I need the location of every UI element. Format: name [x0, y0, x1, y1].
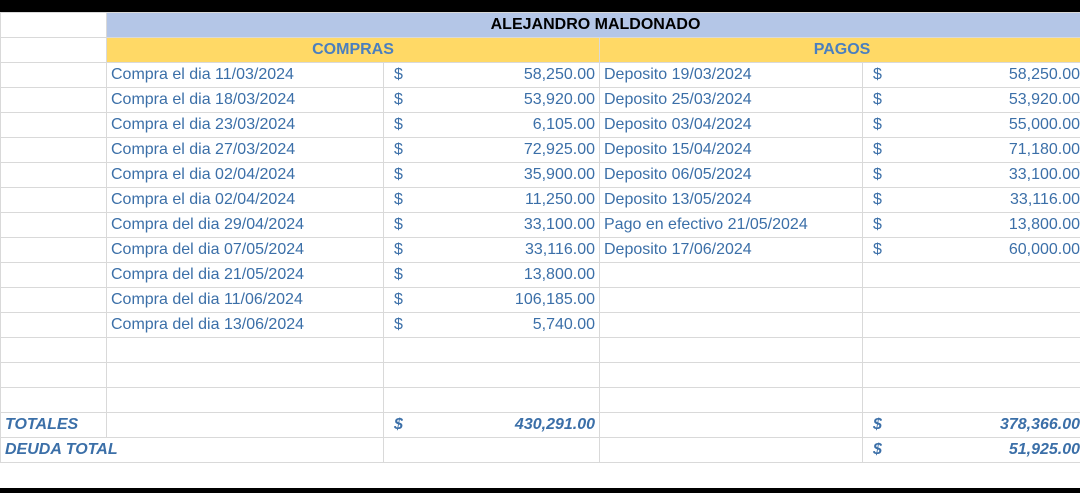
- currency-symbol: $: [873, 441, 882, 458]
- pago-amount[interactable]: [863, 188, 1080, 213]
- empty-cell[interactable]: [107, 388, 384, 413]
- pago-amount[interactable]: [863, 63, 1080, 88]
- currency-symbol: $: [394, 216, 403, 233]
- compra-description[interactable]: Compra del dia 13/06/2024: [107, 313, 384, 338]
- totales-label[interactable]: TOTALES: [1, 413, 107, 438]
- empty-cell[interactable]: [107, 338, 384, 363]
- compra-amount[interactable]: [384, 163, 600, 188]
- pago-description[interactable]: Deposito 03/04/2024: [600, 113, 863, 138]
- currency-symbol: $: [873, 66, 882, 83]
- amount-value: 60,000.00: [1008, 241, 1080, 258]
- currency-symbol: $: [394, 316, 403, 333]
- amount-value: 58,250.00: [523, 66, 595, 83]
- compra-amount[interactable]: [384, 88, 600, 113]
- table-row: [1, 188, 1080, 213]
- compra-amount[interactable]: [384, 238, 600, 263]
- currency-symbol: $: [394, 291, 403, 308]
- cell[interactable]: [1, 113, 107, 138]
- amount-value: 55,000.00: [1008, 116, 1080, 133]
- spreadsheet: [0, 12, 1080, 488]
- amount-value: 53,920.00: [1008, 91, 1080, 108]
- compra-amount[interactable]: [384, 313, 600, 338]
- cell[interactable]: [384, 438, 600, 463]
- pago-description[interactable]: Deposito 13/05/2024: [600, 188, 863, 213]
- currency-symbol: $: [394, 91, 403, 108]
- compra-description[interactable]: Compra del dia 07/05/2024: [107, 238, 384, 263]
- pago-amount[interactable]: [863, 163, 1080, 188]
- currency-symbol: $: [394, 116, 403, 133]
- amount-value: 72,925.00: [523, 141, 595, 158]
- table-row: [1, 63, 1080, 88]
- table-row: [1, 238, 1080, 263]
- currency-symbol: $: [394, 166, 403, 183]
- compra-amount[interactable]: [384, 113, 600, 138]
- empty-cell[interactable]: [600, 363, 863, 388]
- amount-value: 33,100.00: [523, 216, 595, 233]
- currency-symbol: $: [394, 141, 403, 158]
- currency-symbol: $: [873, 416, 882, 433]
- pagos-header[interactable]: PAGOS: [600, 38, 1080, 63]
- amount-value: 33,116.00: [525, 241, 595, 258]
- pago-amount[interactable]: [863, 138, 1080, 163]
- empty-cell[interactable]: [600, 288, 863, 313]
- compra-description[interactable]: Compra el dia 11/03/2024: [107, 63, 384, 88]
- amount-value: 53,920.00: [523, 91, 595, 108]
- currency-symbol: $: [394, 416, 403, 433]
- empty-cell[interactable]: [863, 313, 1080, 338]
- empty-cell[interactable]: [600, 313, 863, 338]
- table-row: [1, 213, 1080, 238]
- amount-value: 33,116.00: [1010, 191, 1080, 208]
- amount-value: 378,366.00: [999, 416, 1080, 433]
- currency-symbol: $: [873, 191, 882, 208]
- cell[interactable]: [1, 388, 107, 413]
- title-row: [1, 13, 1080, 38]
- table-row: [1, 263, 1080, 288]
- compra-amount[interactable]: [384, 263, 600, 288]
- cell[interactable]: [1, 63, 107, 88]
- currency-symbol: $: [394, 241, 403, 258]
- amount-value: 51,925.00: [1008, 441, 1080, 458]
- cell[interactable]: [600, 413, 863, 438]
- currency-symbol: $: [873, 141, 882, 158]
- cell[interactable]: [1, 13, 107, 38]
- empty-cell[interactable]: [384, 388, 600, 413]
- cell[interactable]: [1, 363, 107, 388]
- empty-cell[interactable]: [863, 288, 1080, 313]
- amount-value: 5,740.00: [532, 316, 595, 333]
- amount-value: 430,291.00: [514, 416, 595, 433]
- currency-symbol: $: [873, 91, 882, 108]
- currency-symbol: $: [394, 66, 403, 83]
- amount-value: 58,250.00: [1008, 66, 1080, 83]
- cell[interactable]: [1, 313, 107, 338]
- amount-value: 11,250.00: [525, 191, 595, 208]
- compra-description[interactable]: Compra del dia 11/06/2024: [107, 288, 384, 313]
- deuda-row: [1, 438, 1080, 463]
- compra-description[interactable]: Compra el dia 27/03/2024: [107, 138, 384, 163]
- table-row: [1, 388, 1080, 413]
- empty-cell[interactable]: [107, 363, 384, 388]
- pago-amount[interactable]: [863, 238, 1080, 263]
- cell[interactable]: [107, 413, 384, 438]
- table-row: [1, 163, 1080, 188]
- compra-description[interactable]: Compra el dia 23/03/2024: [107, 113, 384, 138]
- total-pagos[interactable]: [863, 413, 1080, 438]
- deuda-total[interactable]: [863, 438, 1080, 463]
- compras-header[interactable]: COMPRAS: [107, 38, 600, 63]
- pago-amount[interactable]: [863, 113, 1080, 138]
- cell[interactable]: [1, 188, 107, 213]
- amount-value: 6,105.00: [532, 116, 595, 133]
- compra-amount[interactable]: [384, 138, 600, 163]
- table-row: [1, 338, 1080, 363]
- ledger-table: [0, 12, 1080, 463]
- cell[interactable]: [1, 238, 107, 263]
- totals-row: [1, 413, 1080, 438]
- pago-amount[interactable]: [863, 88, 1080, 113]
- deuda-label[interactable]: DEUDA TOTAL: [1, 438, 384, 463]
- cell[interactable]: [1, 38, 107, 63]
- empty-cell[interactable]: [600, 263, 863, 288]
- cell[interactable]: [1, 338, 107, 363]
- amount-value: 13,800.00: [1008, 216, 1080, 233]
- cell[interactable]: [1, 213, 107, 238]
- compra-amount[interactable]: [384, 288, 600, 313]
- cell[interactable]: [1, 138, 107, 163]
- amount-value: 106,185.00: [514, 291, 595, 308]
- compra-amount[interactable]: [384, 213, 600, 238]
- pago-amount[interactable]: [863, 213, 1080, 238]
- currency-symbol: $: [394, 191, 403, 208]
- empty-cell[interactable]: [600, 338, 863, 363]
- empty-cell[interactable]: [863, 338, 1080, 363]
- compra-description[interactable]: Compra el dia 02/04/2024: [107, 188, 384, 213]
- compra-description[interactable]: Compra del dia 21/05/2024: [107, 263, 384, 288]
- empty-cell[interactable]: [863, 363, 1080, 388]
- currency-symbol: $: [873, 216, 882, 233]
- pago-description[interactable]: Deposito 25/03/2024: [600, 88, 863, 113]
- compra-amount[interactable]: [384, 63, 600, 88]
- table-row: [1, 313, 1080, 338]
- amount-value: 71,180.00: [1008, 141, 1080, 158]
- amount-value: 33,100.00: [1008, 166, 1080, 183]
- table-row: [1, 363, 1080, 388]
- client-name[interactable]: ALEJANDRO MALDONADO: [107, 13, 1080, 38]
- pago-description[interactable]: Deposito 15/04/2024: [600, 138, 863, 163]
- compra-description[interactable]: Compra del dia 29/04/2024: [107, 213, 384, 238]
- pago-description[interactable]: Deposito 06/05/2024: [600, 163, 863, 188]
- table-row: [1, 113, 1080, 138]
- cell[interactable]: [1, 263, 107, 288]
- total-compras[interactable]: [384, 413, 600, 438]
- table-row: [1, 138, 1080, 163]
- compra-description[interactable]: Compra el dia 18/03/2024: [107, 88, 384, 113]
- currency-symbol: $: [394, 266, 403, 283]
- cell[interactable]: [600, 438, 863, 463]
- empty-cell[interactable]: [863, 263, 1080, 288]
- pago-description[interactable]: Deposito 17/06/2024: [600, 238, 863, 263]
- table-row: [1, 288, 1080, 313]
- cell[interactable]: [1, 88, 107, 113]
- header-row: [1, 38, 1080, 63]
- currency-symbol: $: [873, 116, 882, 133]
- empty-cell[interactable]: [384, 338, 600, 363]
- compra-amount[interactable]: [384, 188, 600, 213]
- currency-symbol: $: [873, 166, 882, 183]
- currency-symbol: $: [873, 241, 882, 258]
- cell[interactable]: [1, 288, 107, 313]
- empty-cell[interactable]: [600, 388, 863, 413]
- pago-description[interactable]: Pago en efectivo 21/05/2024: [600, 213, 863, 238]
- empty-cell[interactable]: [384, 363, 600, 388]
- amount-value: 35,900.00: [523, 166, 595, 183]
- cell[interactable]: [1, 163, 107, 188]
- amount-value: 13,800.00: [523, 266, 595, 283]
- pago-description[interactable]: Deposito 19/03/2024: [600, 63, 863, 88]
- empty-cell[interactable]: [863, 388, 1080, 413]
- table-row: [1, 88, 1080, 113]
- compra-description[interactable]: Compra el dia 02/04/2024: [107, 163, 384, 188]
